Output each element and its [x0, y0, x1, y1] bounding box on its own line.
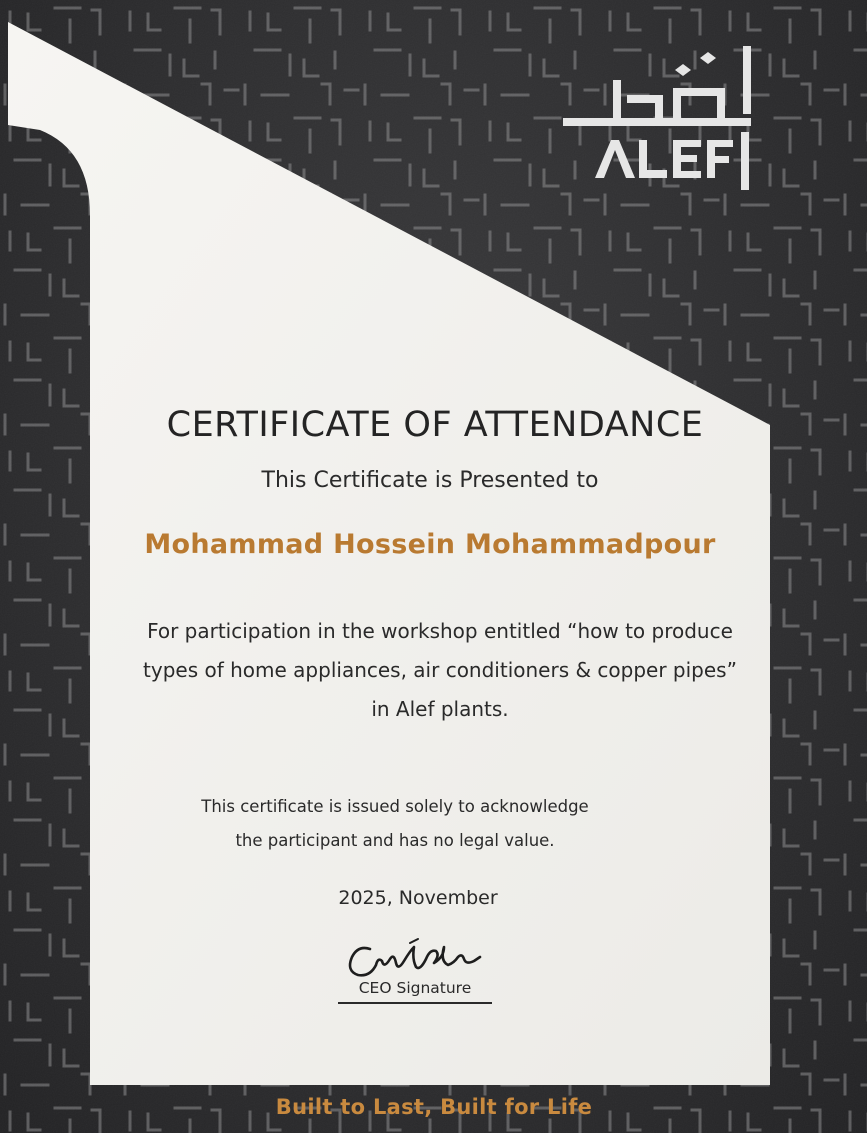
ceo-signature-image [340, 935, 490, 985]
disclaimer-line: This certificate is issued solely to acknowledge [201, 797, 589, 816]
presented-line: This Certificate is Presented to [261, 468, 599, 493]
alef-logo [555, 40, 765, 195]
disclaimer-line: the participant and has no legal value. [235, 831, 555, 850]
signature-label: CEO Signature [358, 979, 472, 997]
recipient-name: Mohammad Hossein Mohammadpour [144, 529, 716, 560]
description [110, 612, 770, 729]
disclaimer [160, 790, 630, 858]
footer-tagline: Built to Last, Built for Life [275, 1095, 593, 1119]
signature-line [338, 1002, 492, 1004]
description-line: types of home appliances, air conditioners & copper pipes” [143, 658, 737, 682]
description-line: in Alef plants. [371, 697, 509, 721]
certificate-title: CERTIFICATE OF ATTENDANCE [166, 405, 704, 445]
issue-date: 2025, November [338, 887, 498, 909]
description-line: For participation in the workshop entitled “how to produce [147, 619, 733, 643]
